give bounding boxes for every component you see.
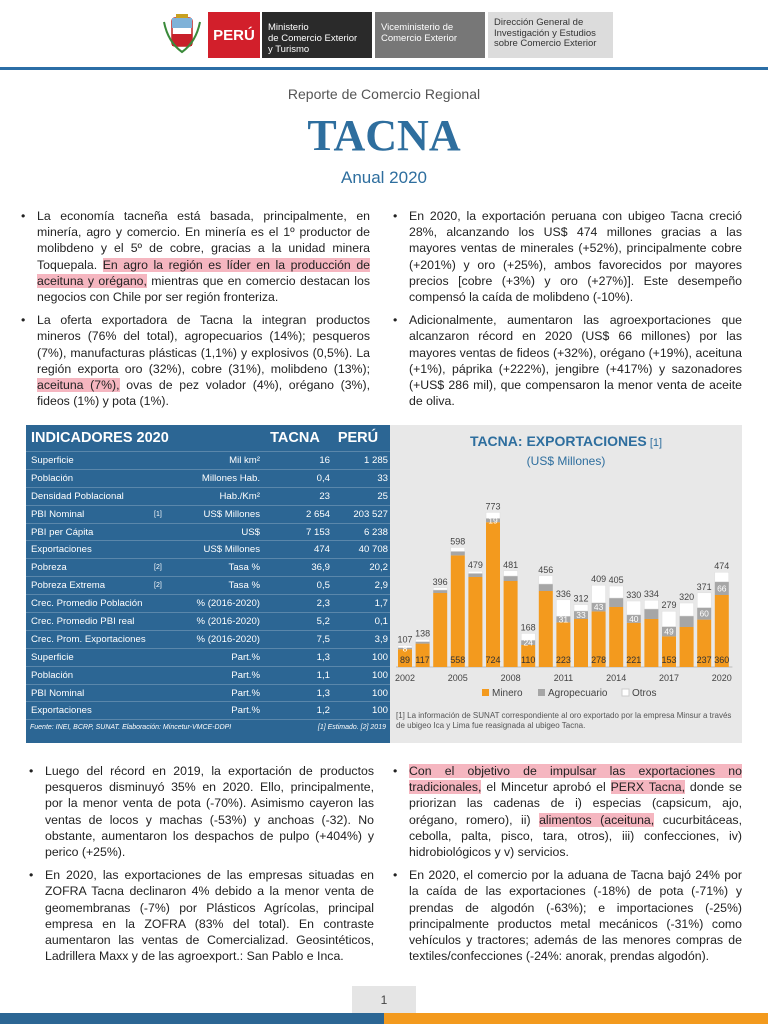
- indicator-unit: Tasa %: [228, 580, 260, 592]
- minero-label-2005: 558: [450, 655, 466, 665]
- indicator-tacna-value: 1,1: [316, 669, 330, 681]
- exports-chart: [390, 425, 742, 743]
- paragraph-text: mientras que en comercio destacan los negocios con Chile por ser región fronteriza.: [37, 273, 370, 305]
- footer-bar-blue: [0, 1013, 384, 1024]
- total-label-2008: 481: [503, 559, 519, 570]
- indicator-peru-value: 3,9: [374, 633, 388, 645]
- indicator-tacna-value: 1,3: [316, 651, 330, 663]
- column-right-bottom: [390, 763, 742, 971]
- minero-label-2011: 223: [555, 655, 571, 665]
- legend-label-otros: Otros: [632, 688, 657, 699]
- bullet-paragraph: [18, 208, 370, 305]
- indicator-name: Pobreza Extrema: [31, 580, 106, 592]
- indicator-unit: Hab./Km²: [219, 490, 260, 502]
- bar-otros-2014: [609, 586, 623, 598]
- chart-footnote: [1] La información de SUNAT correspondiente al oro exportado por la empresa Minsur a través de ubigeo Ica y Lima fue reasignada al ubigeo Tacna.: [396, 711, 732, 730]
- indicator-peru-value: 33: [377, 472, 388, 484]
- bar-agropecuario-2010: [539, 584, 553, 591]
- highlighted-text: alimentos (aceituna,: [539, 812, 655, 827]
- minero-label-2002: 89: [399, 655, 411, 665]
- bar-otros-2016: [644, 600, 658, 609]
- indicator-unit: Tasa %: [228, 562, 260, 574]
- indicator-unit: Part.%: [231, 651, 260, 663]
- x-tick-2005: 2005: [447, 673, 468, 683]
- total-label-2002: 107: [397, 634, 413, 645]
- indicator-row: [26, 523, 390, 541]
- indicator-peru-value: 0,1: [374, 615, 388, 627]
- paragraph-text: La oferta exportadora de Tacna la integran productos mineros (76% del total), agropecuarios (14%); pesqueros (7%), manufacturas plásticas (1,1%) y explosivos (0,5%). La región exporta oro (32%), cobre (31%), molibdeno (13%);: [37, 313, 370, 376]
- bar-otros-2015: [627, 601, 641, 615]
- total-label-2007: 773: [485, 501, 501, 512]
- indicator-row: [26, 594, 390, 612]
- bar-minero-2010: [539, 591, 553, 667]
- indicator-tacna-value: 1,3: [316, 687, 330, 699]
- indicator-row: [26, 540, 390, 558]
- bullet-paragraph: [26, 867, 374, 964]
- minero-label-2015: 221: [626, 655, 642, 665]
- minero-label-2003: 117: [415, 655, 430, 665]
- indicator-note: [2]: [154, 582, 162, 590]
- minero-label-2019: 237: [696, 655, 712, 665]
- chart-title-text: TACNA: EXPORTACIONES: [469, 433, 647, 449]
- minero-label-2013: 278: [591, 655, 607, 665]
- indicator-name: Población: [31, 472, 74, 484]
- indicator-unit: Mil km²: [229, 454, 260, 466]
- agro-label-2013: 43: [593, 602, 604, 613]
- x-tick-2011: 2011: [553, 673, 574, 683]
- indicator-tacna-value: 16: [319, 454, 330, 466]
- highlighted-text: aceituna (7%),: [37, 378, 120, 393]
- page-number: 1: [352, 986, 416, 1014]
- ministry-label: Ministerio de Comercio Exterior y Turismo: [262, 12, 372, 58]
- bar-otros-2020: [715, 572, 729, 582]
- minero-label-2017: 153: [661, 655, 677, 665]
- indicator-row: [26, 505, 390, 523]
- bullet-paragraph: [390, 763, 742, 860]
- total-label-2018: 320: [679, 592, 695, 602]
- bullet-paragraph: [390, 312, 742, 409]
- indicators-table: [26, 425, 390, 743]
- indicator-peru-value: 100: [371, 651, 388, 663]
- indicator-row: [26, 701, 390, 719]
- indicator-unit: US$ Millones: [203, 508, 260, 520]
- legend-label-agropecuario: Agropecuario: [548, 688, 608, 699]
- indicator-peru-value: 1,7: [374, 598, 388, 610]
- total-label-2012: 312: [573, 593, 589, 604]
- bar-otros-2005: [451, 547, 465, 551]
- indicator-tacna-value: 23: [319, 490, 330, 502]
- bar-otros-2008: [504, 571, 518, 576]
- col-tacna-header: TACNA: [270, 430, 320, 446]
- indicators-title: INDICADORES 2020: [31, 430, 169, 446]
- total-label-2003: 138: [415, 628, 431, 639]
- paragraph-text: Adicionalmente, aumentaron las agroexportaciones que alcanzaron récord en 2020 (US$ 66 millones) por las mayores ventas de fideos (+32%), orégano (+19%), aceituna (+1%), páprika (+222%), jengibre (+417%) y sazonadores (+US$ 286 mil), que compensaron la menor venta de aceite de oliva.: [409, 313, 742, 409]
- bullet-paragraph: [18, 312, 370, 409]
- peru-logo: PERÚ: [208, 12, 260, 58]
- bullet-paragraph: [390, 208, 742, 305]
- page-subtitle: Anual 2020: [340, 168, 428, 187]
- indicator-tacna-value: 2,3: [316, 598, 330, 610]
- bar-agropecuario-2014: [609, 598, 623, 607]
- bullet-paragraph: [26, 763, 374, 860]
- bar-agropecuario-2008: [504, 576, 518, 581]
- indicator-name: PBI per Cápita: [31, 526, 94, 538]
- total-label-2019: 371: [696, 581, 712, 592]
- indicator-name: Crec. Promedio PBI real: [31, 615, 135, 627]
- bar-agropecuario-2005: [451, 551, 465, 555]
- paragraph-text: donde se priorizan las cadenas de i) especias (capsicum, ajo, orégano, romero), ii): [409, 780, 742, 827]
- indicator-row: [26, 648, 390, 666]
- indicator-row: [26, 612, 390, 630]
- agro-label-2012: 33: [576, 610, 586, 620]
- total-label-2005: 598: [450, 536, 466, 547]
- paragraph-text: Luego del récord en 2019, la exportación de productos pesqueros disminuyó 35% en 2020. Ello, principalmente, por la menor venta de pota (-70%). Asimismo cayeron las ventas de locos y machas (-53%) y anchoas (-32). No obstante, aumentaron los despachos de pulpo (+404%) y perico (+25%).: [45, 764, 374, 860]
- legend-label-minero: Minero: [492, 688, 523, 699]
- indicators-footer: [26, 719, 390, 731]
- bar-otros-2017: [662, 611, 676, 626]
- indicator-tacna-value: 0,4: [316, 472, 330, 484]
- coat-of-arms-icon: [160, 12, 204, 58]
- indicator-unit: % (2016-2020): [196, 598, 260, 610]
- total-label-2010: 456: [538, 564, 554, 575]
- chart-title: [470, 433, 662, 449]
- bar-minero-2005: [451, 555, 465, 667]
- indicator-peru-value: 100: [371, 705, 388, 717]
- legend-swatch-minero: [482, 689, 489, 696]
- agro-label-2007: 19: [488, 515, 498, 526]
- indicators-source: Fuente: INEI, BCRP, SUNAT. Elaboración: Mincetur-VMCE-DDPI: [30, 724, 232, 732]
- page-title: TACNA: [307, 111, 461, 160]
- indicator-peru-value: 6 238: [363, 526, 388, 538]
- total-label-2017: 279: [661, 600, 677, 611]
- vice-ministry-label: Viceministerio de Comercio Exterior: [375, 12, 485, 58]
- indicator-peru-value: 1 285: [363, 454, 388, 466]
- indicator-row: [26, 451, 390, 469]
- bar-otros-2013: [592, 585, 606, 603]
- x-tick-2017: 2017: [658, 673, 680, 683]
- indicator-tacna-value: 474: [313, 544, 330, 556]
- indicator-peru-value: 40 708: [358, 544, 388, 556]
- bar-minero-2018: [680, 627, 694, 667]
- indicator-peru-value: 100: [371, 687, 388, 699]
- indicator-name: Pobreza: [31, 562, 67, 574]
- indicator-name: Densidad Poblacional: [31, 490, 124, 502]
- bar-otros-2010: [539, 576, 553, 584]
- agro-label-2020: 66: [717, 583, 727, 594]
- chart-subtitle: (US$ Millones): [526, 454, 606, 468]
- bar-otros-2003: [416, 639, 430, 641]
- footer-bar-orange: [384, 1013, 768, 1024]
- indicator-row: [26, 666, 390, 684]
- indicator-tacna-value: 0,5: [316, 580, 330, 592]
- indicator-tacna-value: 5,2: [316, 615, 330, 627]
- highlighted-text: En agro la región es líder en la producción de aceituna y orégano,: [37, 257, 370, 288]
- bar-agropecuario-2003: [416, 642, 430, 644]
- paragraph-text: cucurbitáceas, cebolla, palta, pisco, tara, otros), iii) confecciones, iv) hidrobiológicos y v) servicios.: [409, 812, 742, 860]
- x-tick-2014: 2014: [606, 673, 627, 683]
- bar-agropecuario-2004: [433, 590, 447, 593]
- indicator-name: Crec. Promedio Población: [31, 598, 143, 610]
- column-right-top: [390, 208, 742, 416]
- indicator-row: [26, 558, 390, 576]
- total-label-2014: 405: [608, 575, 624, 585]
- total-label-2004: 396: [432, 576, 448, 587]
- paragraph-text: ovas de pez volador (4%), orégano (3%), fideos (1%) y pota (1%).: [37, 378, 370, 409]
- indicator-row: [26, 630, 390, 648]
- indicators-notes: [1] Estimado. [2] 2019: [317, 724, 386, 732]
- bar-minero-2007: [486, 522, 500, 667]
- bar-minero-2014: [609, 607, 623, 667]
- indicator-name: Población: [31, 669, 74, 681]
- indicator-unit: US$: [241, 526, 260, 538]
- indicators-header: [26, 425, 390, 451]
- bullet-paragraph: [390, 867, 742, 964]
- total-label-2006: 479: [467, 560, 483, 571]
- paragraph-text: el Mincetur aprobó el: [481, 780, 611, 795]
- indicator-unit: % (2016-2020): [196, 615, 260, 627]
- bar-agropecuario-2016: [644, 609, 658, 619]
- bar-otros-2019: [697, 593, 711, 608]
- minero-label-2009: 110: [521, 655, 536, 665]
- indicator-peru-value: 100: [371, 669, 388, 681]
- bar-minero-2016: [644, 619, 658, 667]
- total-label-2016: 334: [643, 589, 659, 600]
- indicator-row: [26, 684, 390, 702]
- indicator-tacna-value: 1,2: [316, 705, 330, 717]
- report-label: Reporte de Comercio Regional: [287, 86, 481, 102]
- paragraph-text: La economía tacneña está basada, principalmente, en minería, agro y comercio. En minería es el 1º productor de molibdeno y el 5º de cobre, gracias a la unidad minera Toquepala.: [37, 209, 370, 272]
- x-tick-2002: 2002: [394, 673, 416, 683]
- agro-label-2019: 60: [699, 608, 709, 619]
- bar-otros-2018: [680, 603, 694, 616]
- indicator-row: [26, 576, 390, 594]
- indicator-peru-value: 25: [377, 490, 388, 502]
- indicator-name: Exportaciones: [31, 544, 92, 556]
- x-tick-2020: 2020: [711, 673, 732, 683]
- indicator-tacna-value: 36,9: [311, 562, 330, 574]
- col-peru-header: PERÚ: [337, 430, 379, 446]
- indicator-name: Superficie: [31, 454, 74, 466]
- total-label-2015: 330: [626, 590, 642, 600]
- indicator-row: [26, 487, 390, 505]
- indicator-unit: Part.%: [231, 669, 260, 681]
- indicator-row: [26, 469, 390, 487]
- indicator-tacna-value: 2 654: [305, 508, 330, 520]
- agro-label-2011: 31: [558, 614, 569, 625]
- legend-swatch-agropecuario: [538, 689, 545, 696]
- agro-label-2009: 24: [523, 637, 533, 648]
- column-left-bottom: [26, 763, 374, 971]
- legend-swatch-otros: [622, 689, 629, 696]
- indicator-unit: Millones Hab.: [201, 472, 260, 484]
- indicator-name: PBI Nominal: [31, 508, 85, 520]
- x-tick-2008: 2008: [500, 673, 521, 683]
- direction-label: Dirección General de Investigación y Estudios sobre Comercio Exterior: [488, 12, 613, 58]
- bar-minero-2004: [433, 593, 447, 667]
- paragraph-text: En 2020, el comercio por la aduana de Tacna bajó 24% por la caída de las exportaciones (-18%) de pota (-71%) y prendas de algodón (-63%); e importaciones (-25%) principalmente productos metal mecánicos (-31%) como vehículos y tractores; además de las menores compras de textiles/confecciones (-24%: anorak, prendas algodón).: [409, 868, 742, 964]
- bar-otros-2006: [468, 571, 482, 573]
- indicator-tacna-value: 7 153: [305, 526, 330, 538]
- total-label-2009: 168: [520, 622, 536, 633]
- agro-label-2015: 40: [629, 613, 639, 624]
- indicator-unit: US$ Millones: [203, 544, 260, 556]
- header-bar: [0, 0, 768, 70]
- indicator-unit: % (2016-2020): [196, 633, 260, 645]
- bar-minero-2006: [468, 577, 482, 667]
- total-label-2020: 474: [714, 561, 730, 572]
- indicator-peru-value: 203 527: [353, 508, 388, 520]
- indicator-peru-value: 2,9: [374, 580, 388, 592]
- bar-minero-2012: [574, 619, 588, 667]
- indicator-unit: Part.%: [231, 705, 260, 717]
- paragraph-text: En 2020, la exportación peruana con ubigeo Tacna creció 28%, alcanzando los US$ 474 millones gracias a las mayores ventas de minerales (+52%), principalmente cobre (+201%) y oro (+25%), ambos favorecidos por mayores precios [cobre (+3%) y oro (+27%)]. Este desempeño compensó la caída de molibdeno (-10%).: [409, 209, 742, 305]
- bar-minero-2008: [504, 581, 518, 667]
- agro-label-2017: 49: [664, 626, 674, 637]
- highlighted-text: Con el objetivo de impulsar las exportaciones no tradicionales,: [409, 764, 742, 795]
- highlighted-text: PERX Tacna,: [610, 780, 685, 795]
- indicator-name: Superficie: [31, 651, 74, 663]
- exports-chart-svg: [390, 425, 742, 743]
- indicator-tacna-value: 7,5: [316, 633, 330, 645]
- indicator-unit: Part.%: [231, 687, 260, 699]
- total-label-2011: 336: [555, 588, 571, 599]
- bar-agropecuario-2018: [680, 616, 694, 627]
- indicator-name: PBI Nominal: [31, 687, 85, 699]
- indicator-peru-value: 20,2: [369, 562, 388, 574]
- chart-title-note: [1]: [646, 437, 663, 449]
- paragraph-text: En 2020, las exportaciones de las empresas situadas en ZOFRA Tacna declinaron 4% debido a la menor venta de geomembranas (-7%) por Plásticos Agrícolas, principal empresa en la ZOFRA (83% del total). En contraste aumentaron las ventas de Comercializad. Geosintéticos, Ladrillera Maxx y de las agroexport.: San Pablo e Inca.: [45, 868, 374, 964]
- indicator-note: [1]: [154, 510, 162, 518]
- indicator-name: Exportaciones: [31, 705, 92, 717]
- total-label-2013: 409: [591, 574, 607, 585]
- indicator-name: Crec. Prom. Exportaciones: [31, 633, 146, 645]
- agro-label-2002: 8: [402, 643, 408, 654]
- bar-otros-2004: [433, 588, 447, 590]
- minero-label-2007: 724: [485, 655, 501, 665]
- column-left-top: [18, 208, 370, 416]
- bar-agropecuario-2006: [468, 573, 482, 577]
- minero-label-2020: 360: [714, 655, 730, 665]
- indicator-note: [2]: [154, 564, 162, 572]
